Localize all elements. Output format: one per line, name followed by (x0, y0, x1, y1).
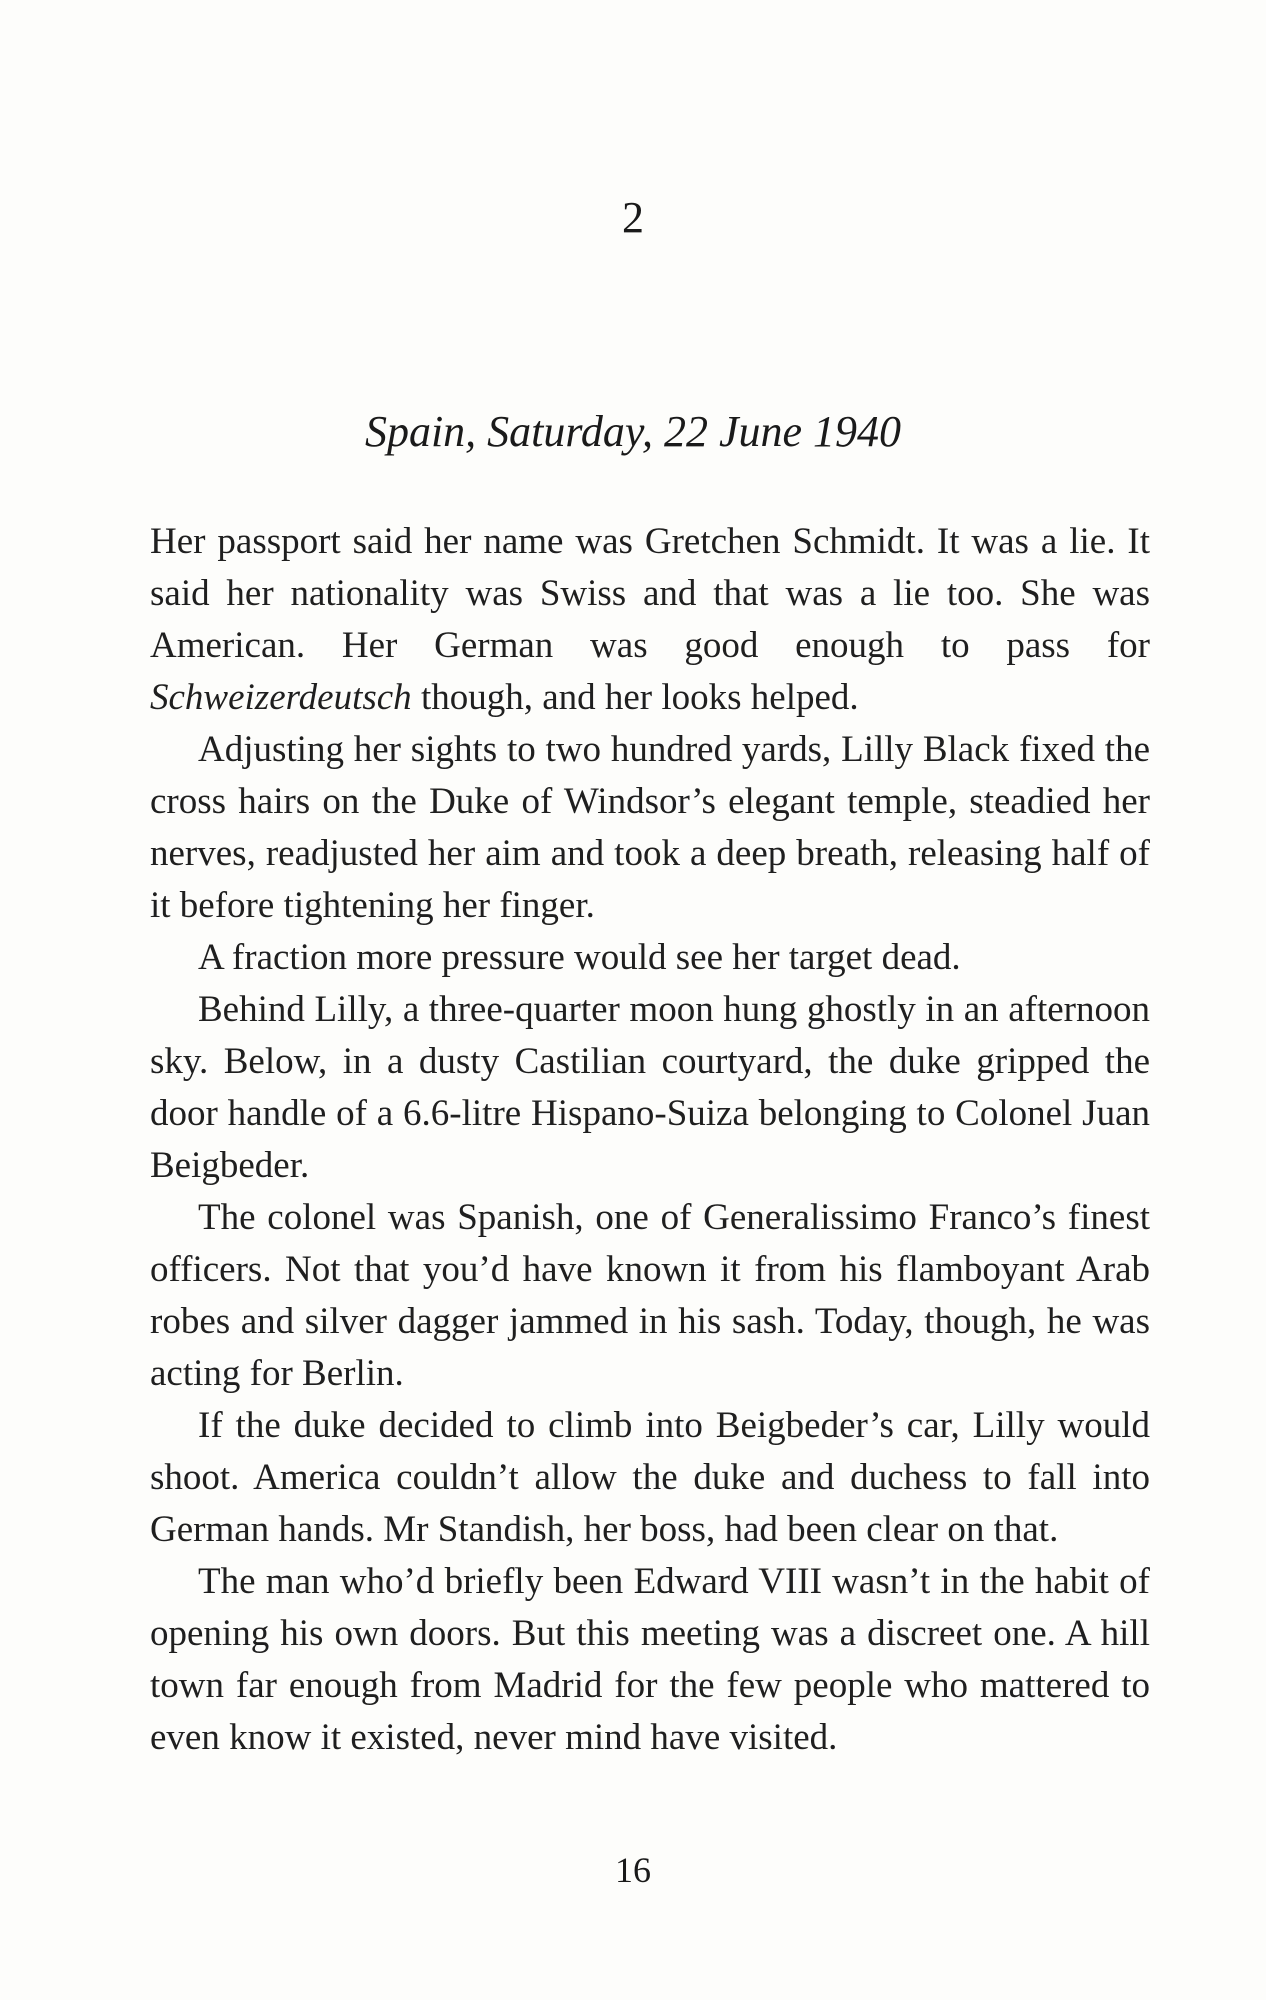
paragraph-5: The colonel was Spanish, one of Generalissimo Franco’s finest officers. Not that you’d have known it from his flamboyant Arab robes and silver dagger jammed in his sash. Today, though, he was acting for Berlin. (150, 1197, 1150, 1394)
chapter-heading: Spain, Saturday, 22 June 1940 (364, 407, 902, 456)
paragraph-4: Behind Lilly, a three-quarter moon hung ghostly in an afternoon sky. Below, in a dusty Castilian courtyard, the duke gripped the door handle of a 6.6-litre Hispano-Suiza belonging to Colonel Juan Beigbeder. (150, 989, 1150, 1186)
paragraph-1 (150, 516, 1150, 724)
body-text (150, 516, 1150, 1764)
page-number: 16 (615, 1850, 651, 1890)
paragraph-7: The man who’d briefly been Edward VIII wasn’t in the habit of opening his own doors. But this meeting was a discreet one. A hill town far enough from Madrid for the few people who mattered to even know it existed, never mind have visited. (150, 1561, 1150, 1758)
paragraph-6: If the duke decided to climb into Beigbeder’s car, Lilly would shoot. America couldn’t allow the duke and duchess to fall into German hands. Mr Standish, her boss, had been clear on that. (150, 1405, 1150, 1550)
paragraph-3: A fraction more pressure would see her target dead. (198, 937, 961, 978)
paragraph-1-text-a: Her passport said her name was Gretchen Schmidt. It was a lie. It said her nationality was Swiss and that was a lie too. She was American. Her German was good enough to pass for (150, 521, 1150, 666)
paragraph-1-text-b: though, and her looks helped. (411, 677, 859, 718)
paragraph-1-italic-word: Schweizerdeutsch (150, 677, 412, 718)
paragraph-2: Adjusting her sights to two hundred yards, Lilly Black fixed the cross hairs on the Duke of Windsor’s elegant temple, steadied her nerves, readjusted her aim and took a deep breath, releasing half of it before tightening her finger. (150, 729, 1150, 926)
chapter-number: 2 (622, 193, 644, 242)
